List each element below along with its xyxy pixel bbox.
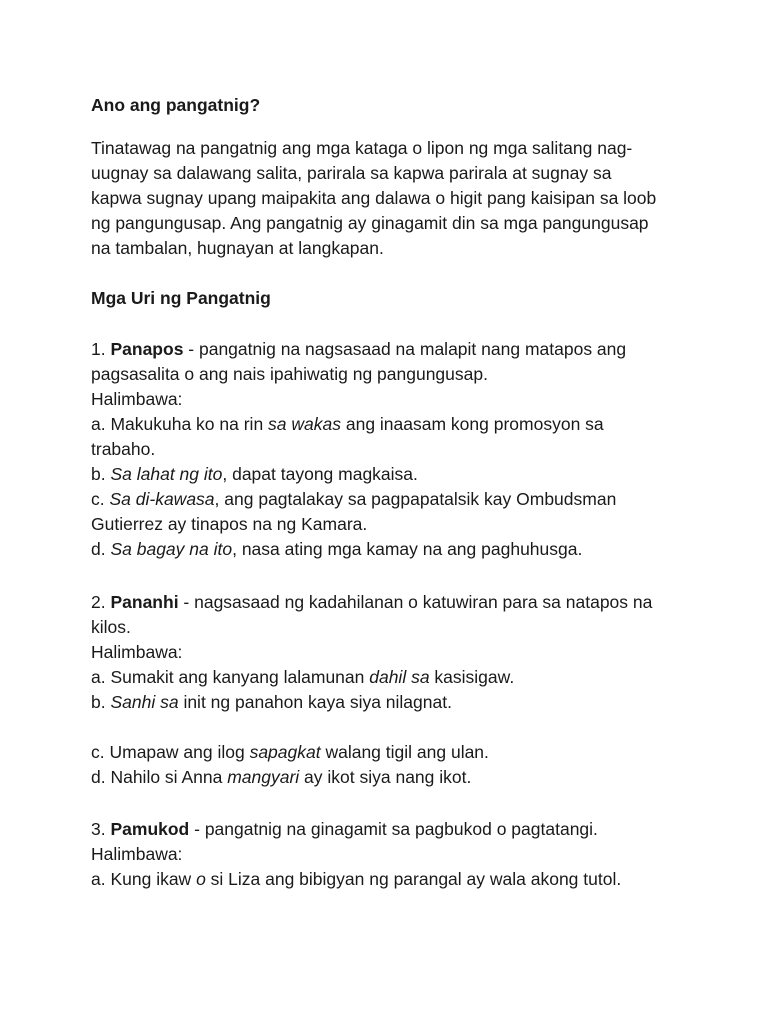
example-line: d. Nahilo si Anna mangyari ay ikot siya nang ikot.: [91, 767, 472, 787]
intro-line: na tambalan, hugnayan at langkapan.: [91, 238, 384, 258]
section-title: Mga Uri ng Pangatnig: [91, 288, 271, 308]
example-line: d. Sa bagay na ito, nasa ating mga kamay na ang paghuhusga.: [91, 539, 583, 559]
intro-line: kapwa sugnay upang maipakita ang dalawa o higit pang kaisipan sa loob: [91, 188, 657, 208]
example-label: Halimbawa:: [91, 389, 183, 409]
item-definition: - pangatnig na ginagamit sa pagbukod o pagtatangi.: [189, 819, 598, 839]
example-line: a. Makukuha ko na rin sa wakas ang inaasam kong promosyon sa: [91, 414, 604, 434]
item-definition: - nagsasaad ng kadahilanan o katuwiran para sa natapos na: [178, 592, 653, 612]
item-number: 2.: [91, 592, 106, 612]
example-line-cont: trabaho.: [91, 439, 156, 459]
item-heading: [91, 590, 652, 615]
item-definition-cont: pagsasalita o ang nais ipahiwatig ng pangungusap.: [91, 364, 488, 384]
example-line-cont: Gutierrez ay tinapos na ng Kamara.: [91, 514, 368, 534]
item-definition: - pangatnig na nagsasaad na malapit nang matapos ang: [183, 339, 627, 359]
intro-line: uugnay sa dalawang salita, parirala sa kapwa parirala at sugnay sa: [91, 163, 612, 183]
intro-line: Tinatawag na pangatnig ang mga kataga o lipon ng mga salitang nag-: [91, 138, 633, 158]
document-title: Ano ang pangatnig?: [91, 95, 261, 115]
example-line: c. Sa di-kawasa, ang pagtalakay sa pagpapatalsik kay Ombudsman: [91, 489, 617, 509]
example-line: b. Sa lahat ng ito, dapat tayong magkaisa.: [91, 464, 418, 484]
example-label: Halimbawa:: [91, 844, 183, 864]
item-term: Pamukod: [110, 819, 190, 839]
example-line: a. Sumakit ang kanyang lalamunan dahil sa kasisigaw.: [91, 667, 515, 687]
item-term: Panapos: [110, 339, 184, 359]
example-line: b. Sanhi sa init ng panahon kaya siya nilagnat.: [91, 692, 452, 712]
item-number: 1.: [91, 339, 106, 359]
intro-line: ng pangungusap. Ang pangatnig ay ginagamit din sa mga pangungusap: [91, 213, 649, 233]
item-heading: [91, 817, 598, 842]
item-definition-cont: kilos.: [91, 617, 131, 637]
example-line: c. Umapaw ang ilog sapagkat walang tigil ang ulan.: [91, 742, 489, 762]
item-number: 3.: [91, 819, 106, 839]
example-line: a. Kung ikaw o si Liza ang bibigyan ng parangal ay wala akong tutol.: [91, 869, 622, 889]
example-label: Halimbawa:: [91, 642, 183, 662]
item-heading: [91, 337, 626, 362]
item-term: Pananhi: [110, 592, 179, 612]
